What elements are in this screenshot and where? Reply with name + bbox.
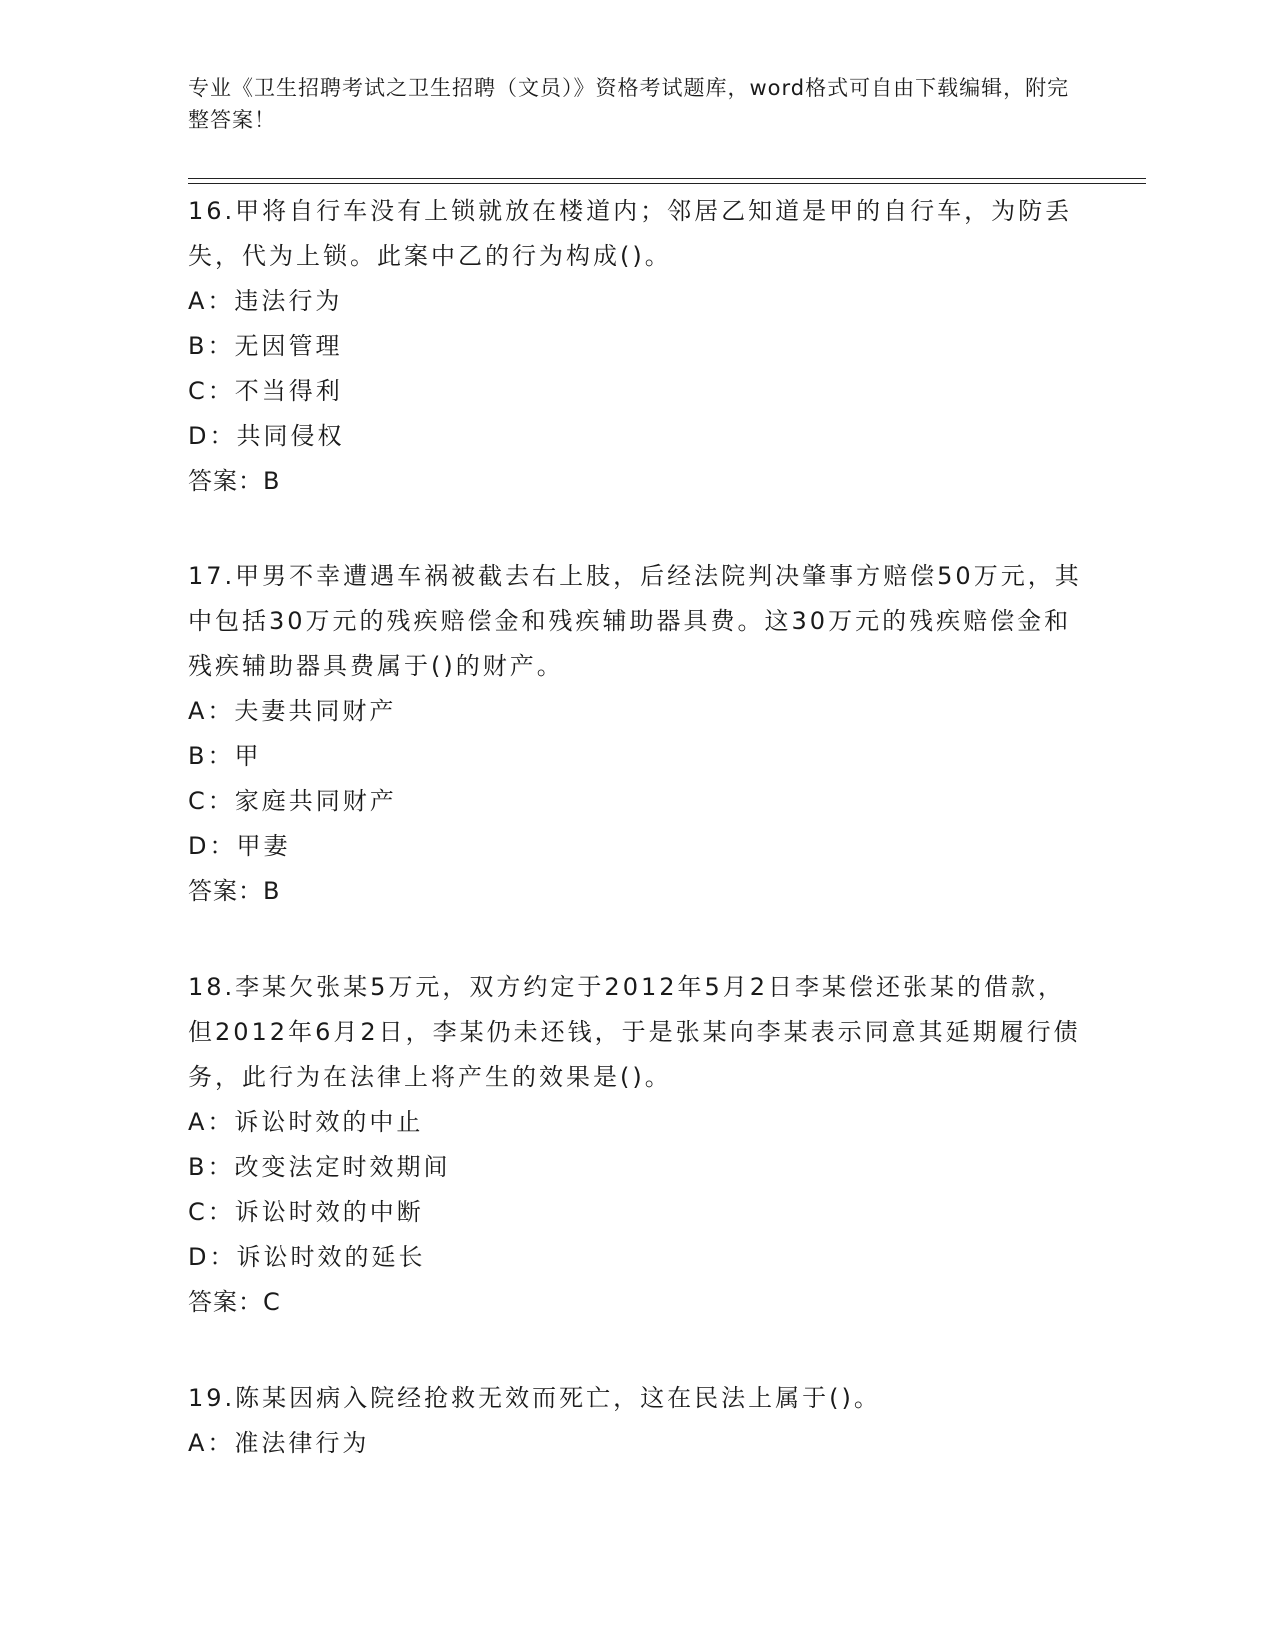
option-b: B：改变法定时效期间 xyxy=(188,1153,451,1181)
option-d: D：甲妻 xyxy=(188,832,291,860)
option-b: B：甲 xyxy=(188,742,262,770)
option-b: B：无因管理 xyxy=(188,332,343,360)
question-stem: 16.甲将自行车没有上锁就放在楼道内；邻居乙知道是甲的自行车，为防丢失，代为上锁。此案中乙的行为构成()。 xyxy=(188,197,1073,270)
question-17 xyxy=(188,554,1088,914)
option-d: D：诉讼时效的延长 xyxy=(188,1243,426,1271)
option-a: A：违法行为 xyxy=(188,287,343,315)
header-divider-bottom xyxy=(188,183,1146,184)
option-c: C：家庭共同财产 xyxy=(188,787,397,815)
answer: 答案：C xyxy=(188,1288,281,1316)
question-stem: 17.甲男不幸遭遇车祸被截去右上肢，后经法院判决肇事方赔偿50万元，其中包括30万元的残疾赔偿金和残疾辅助器具费。这30万元的残疾赔偿金和残疾辅助器具费属于()的财产。 xyxy=(188,562,1082,680)
option-a: A：准法律行为 xyxy=(188,1429,370,1457)
option-c: C：诉讼时效的中断 xyxy=(188,1198,424,1226)
question-stem: 18.李某欠张某5万元，双方约定于2012年5月2日李某偿还张某的借款，但2012年6月2日，李某仍未还钱，于是张某向李某表示同意其延期履行债务，此行为在法律上将产生的效果是()。 xyxy=(188,973,1081,1091)
question-stem: 19.陈某因病入院经抢救无效而死亡，这在民法上属于()。 xyxy=(188,1384,881,1412)
answer: 答案：B xyxy=(188,877,281,905)
header-divider-top xyxy=(188,178,1146,179)
option-a: A：诉讼时效的中止 xyxy=(188,1108,424,1136)
answer: 答案：B xyxy=(188,467,281,495)
question-19 xyxy=(188,1376,1088,1466)
option-a: A：夫妻共同财产 xyxy=(188,697,397,725)
option-d: D：共同侵权 xyxy=(188,422,345,450)
document-intro: 专业《卫生招聘考试之卫生招聘（文员）》资格考试题库，word格式可自由下载编辑，附完整答案！ xyxy=(188,76,1070,132)
option-c: C：不当得利 xyxy=(188,377,343,405)
question-16 xyxy=(188,189,1088,504)
question-18 xyxy=(188,965,1088,1325)
